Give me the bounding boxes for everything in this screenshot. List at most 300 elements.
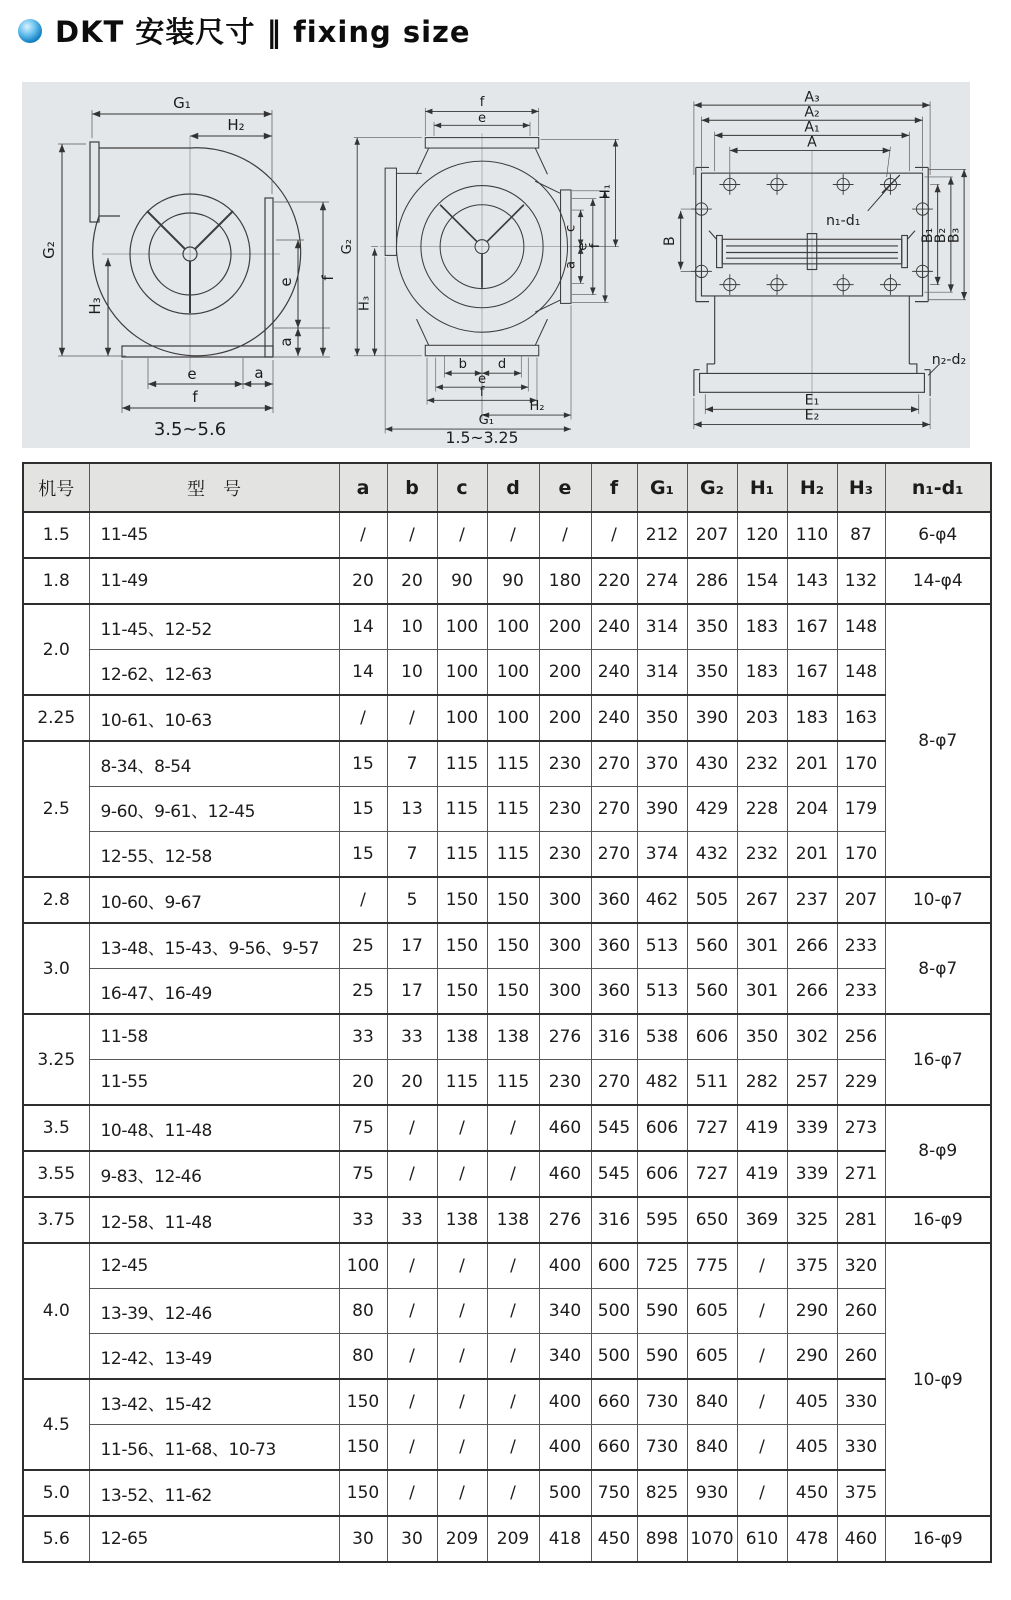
cell-value: / [437, 512, 487, 558]
cell-value: 150 [437, 969, 487, 1015]
cell-hole: 16-φ9 [885, 1197, 991, 1243]
table-row [23, 1516, 991, 1562]
cell-value: 138 [437, 1014, 487, 1060]
cell-value: 606 [687, 1014, 737, 1060]
cell-value: 115 [487, 787, 539, 832]
cell-value: 256 [837, 1014, 885, 1060]
cell-value: 120 [737, 512, 787, 558]
cell-value: 432 [687, 832, 737, 878]
column-header: c [437, 463, 487, 512]
cell-value: 229 [837, 1060, 885, 1106]
table-row [23, 1243, 991, 1289]
cell-value: / [387, 1334, 437, 1380]
cell-value: 100 [437, 650, 487, 696]
cell-value: 545 [591, 1105, 637, 1151]
column-header: a [339, 463, 387, 512]
cell-value: 90 [437, 558, 487, 604]
cell-value: 375 [787, 1243, 837, 1289]
cell-value: / [387, 1243, 437, 1289]
cell-model: 11-45 [89, 512, 339, 558]
cell-value: 400 [539, 1379, 591, 1425]
dim-label: B₁ [919, 227, 936, 244]
cell-value: 590 [637, 1334, 687, 1380]
cell-value: 13 [387, 787, 437, 832]
cell-value: 273 [837, 1105, 885, 1151]
cell-size: 3.25 [23, 1014, 89, 1105]
cell-value: 15 [339, 787, 387, 832]
table-row [23, 1379, 991, 1425]
column-header: d [487, 463, 539, 512]
cell-value: 316 [591, 1197, 637, 1243]
cell-value: / [539, 512, 591, 558]
cell-model: 10-61、10-63 [89, 695, 339, 741]
cell-value: 14 [339, 604, 387, 650]
cell-value: / [737, 1470, 787, 1516]
cell-value: 610 [737, 1516, 787, 1562]
cell-value: 80 [339, 1334, 387, 1380]
cell-value: 340 [539, 1334, 591, 1380]
cell-value: 75 [339, 1151, 387, 1197]
cell-value: 170 [837, 741, 885, 787]
cell-value: 271 [837, 1151, 885, 1197]
dim-label: f [479, 384, 485, 400]
cell-value: 350 [737, 1014, 787, 1060]
table-row [23, 969, 991, 1015]
column-header: H₃ [837, 463, 885, 512]
cell-value: 330 [837, 1379, 885, 1425]
cell-value: 545 [591, 1151, 637, 1197]
cell-value: 316 [591, 1014, 637, 1060]
cell-model: 13-52、11-62 [89, 1470, 339, 1516]
cell-value: 290 [787, 1334, 837, 1380]
table-row [23, 832, 991, 878]
cell-value: 369 [737, 1197, 787, 1243]
cell-model: 12-62、12-63 [89, 650, 339, 696]
cell-model: 12-55、12-58 [89, 832, 339, 878]
dim-label: A₁ [804, 119, 820, 136]
cell-value: 260 [837, 1334, 885, 1380]
cell-value: / [339, 877, 387, 923]
cell-size: 3.75 [23, 1197, 89, 1243]
dim-label: f [319, 275, 337, 281]
cell-value: / [437, 1425, 487, 1471]
cell-value: 237 [787, 877, 837, 923]
cell-value: 840 [687, 1425, 737, 1471]
cell-value: 390 [687, 695, 737, 741]
dim-label: E₂ [804, 407, 820, 424]
cell-value: 240 [591, 695, 637, 741]
cell-value: 390 [637, 787, 687, 832]
cell-value: 405 [787, 1379, 837, 1425]
cell-model: 12-58、11-48 [89, 1197, 339, 1243]
dim-label: G₁ [173, 94, 191, 112]
cell-value: 115 [487, 741, 539, 787]
cell-hole: 16-φ9 [885, 1516, 991, 1562]
cell-value: 320 [837, 1243, 885, 1289]
header-row [23, 463, 991, 512]
cell-value: 150 [487, 923, 539, 969]
dimension-table [22, 462, 992, 1563]
cell-value: 25 [339, 923, 387, 969]
cell-value: / [737, 1289, 787, 1334]
table-row [23, 1014, 991, 1060]
cell-value: 150 [339, 1470, 387, 1516]
cell-value: / [487, 1425, 539, 1471]
cell-value: 143 [787, 558, 837, 604]
column-header: 机号 [23, 463, 89, 512]
dim-label: e [277, 277, 295, 287]
cell-value: / [437, 1334, 487, 1380]
cell-value: 274 [637, 558, 687, 604]
dim-label: B₃ [946, 227, 963, 244]
table-row [23, 650, 991, 696]
cell-model: 9-60、9-61、12-45 [89, 787, 339, 832]
cell-value: 500 [591, 1289, 637, 1334]
cell-value: 725 [637, 1243, 687, 1289]
cell-value: 270 [591, 787, 637, 832]
cell-value: 450 [591, 1516, 637, 1562]
cell-size: 3.5 [23, 1105, 89, 1151]
drawing-fan-side-view [40, 90, 340, 440]
cell-value: 281 [837, 1197, 885, 1243]
cell-value: 148 [837, 650, 885, 696]
table-row [23, 1060, 991, 1106]
table-row [23, 1334, 991, 1380]
cell-value: 80 [339, 1289, 387, 1334]
table-row [23, 1151, 991, 1197]
cell-value: / [487, 1379, 539, 1425]
cell-value: / [387, 695, 437, 741]
cell-size: 2.5 [23, 741, 89, 877]
cell-value: 100 [339, 1243, 387, 1289]
cell-value: 560 [687, 969, 737, 1015]
cell-value: 33 [387, 1014, 437, 1060]
cell-value: 150 [339, 1425, 387, 1471]
cell-value: 115 [437, 787, 487, 832]
cell-model: 13-48、15-43、9-56、9-57 [89, 923, 339, 969]
dim-label: H₁ [598, 184, 614, 200]
cell-value: 230 [539, 741, 591, 787]
cell-value: 230 [539, 832, 591, 878]
cell-value: 360 [591, 877, 637, 923]
cell-value: 179 [837, 787, 885, 832]
cell-value: 33 [387, 1197, 437, 1243]
column-header: H₂ [787, 463, 837, 512]
cell-value: 650 [687, 1197, 737, 1243]
cell-value: 730 [637, 1425, 687, 1471]
cell-value: 350 [637, 695, 687, 741]
cell-hole: 16-φ7 [885, 1014, 991, 1105]
cell-value: 482 [637, 1060, 687, 1106]
cell-value: 560 [687, 923, 737, 969]
cell-size: 2.8 [23, 877, 89, 923]
cell-value: 201 [787, 741, 837, 787]
cell-value: 462 [637, 877, 687, 923]
cell-value: 500 [591, 1334, 637, 1380]
cell-value: 775 [687, 1243, 737, 1289]
table-row [23, 512, 991, 558]
cell-value: 180 [539, 558, 591, 604]
dim-label: d [497, 356, 507, 372]
cell-value: 110 [787, 512, 837, 558]
table-row [23, 877, 991, 923]
cell-value: 460 [837, 1516, 885, 1562]
cell-model: 11-56、11-68、10-73 [89, 1425, 339, 1471]
cell-value: 115 [437, 832, 487, 878]
cell-value: 660 [591, 1425, 637, 1471]
cell-value: 17 [387, 969, 437, 1015]
cell-value: 430 [687, 741, 737, 787]
cell-value: 302 [787, 1014, 837, 1060]
cell-value: 209 [487, 1516, 539, 1562]
cell-value: 200 [539, 650, 591, 696]
cell-value: 183 [737, 650, 787, 696]
cell-value: 538 [637, 1014, 687, 1060]
cell-model: 10-60、9-67 [89, 877, 339, 923]
cell-value: 1070 [687, 1516, 737, 1562]
cell-model: 11-58 [89, 1014, 339, 1060]
cell-value: 314 [637, 650, 687, 696]
cell-value: 350 [687, 650, 737, 696]
cell-hole: 6-φ4 [885, 512, 991, 558]
cell-value: / [387, 512, 437, 558]
cell-value: / [737, 1379, 787, 1425]
cell-value: 270 [591, 832, 637, 878]
table-row [23, 1289, 991, 1334]
cell-size: 1.8 [23, 558, 89, 604]
cell-size: 2.0 [23, 604, 89, 695]
cell-value: 138 [437, 1197, 487, 1243]
cell-value: 33 [339, 1197, 387, 1243]
dim-label: c [563, 224, 579, 232]
cell-value: / [737, 1243, 787, 1289]
cell-value: 150 [487, 877, 539, 923]
cell-value: 115 [437, 1060, 487, 1106]
table-row [23, 695, 991, 741]
cell-value: 7 [387, 741, 437, 787]
cell-value: 276 [539, 1014, 591, 1060]
cell-model: 10-48、11-48 [89, 1105, 339, 1151]
cell-value: 20 [387, 558, 437, 604]
cell-value: 204 [787, 787, 837, 832]
dim-label: n₂-d₂ [931, 351, 967, 368]
cell-value: 100 [437, 604, 487, 650]
cell-value: / [437, 1470, 487, 1516]
cell-model: 16-47、16-49 [89, 969, 339, 1015]
cell-value: 20 [339, 1060, 387, 1106]
dim-label: B [662, 236, 679, 247]
cell-value: 154 [737, 558, 787, 604]
cell-value: 207 [687, 512, 737, 558]
cell-value: 100 [487, 650, 539, 696]
cell-value: 148 [837, 604, 885, 650]
cell-value: 90 [487, 558, 539, 604]
cell-value: 419 [737, 1105, 787, 1151]
cell-model: 13-39、12-46 [89, 1289, 339, 1334]
cell-value: 150 [437, 923, 487, 969]
cell-value: 340 [539, 1289, 591, 1334]
cell-value: 270 [591, 1060, 637, 1106]
cell-model: 9-83、12-46 [89, 1151, 339, 1197]
cell-value: 270 [591, 741, 637, 787]
dim-label: A₃ [804, 90, 820, 106]
cell-size: 3.55 [23, 1151, 89, 1197]
cell-value: 930 [687, 1470, 737, 1516]
table-row [23, 787, 991, 832]
dim-label: e [477, 371, 487, 387]
cell-value: 825 [637, 1470, 687, 1516]
cell-value: 400 [539, 1243, 591, 1289]
cell-value: / [487, 1289, 539, 1334]
page-title: DKT 安装尺寸 ‖ fixing size [55, 15, 471, 49]
drawing-caption: 3.5~5.6 [153, 419, 227, 440]
column-header: n₁-d₁ [885, 463, 991, 512]
cell-hole: 10-φ9 [885, 1243, 991, 1516]
cell-value: 605 [687, 1289, 737, 1334]
dim-label: G₁ [478, 412, 495, 428]
cell-value: 167 [787, 604, 837, 650]
cell-value: 505 [687, 877, 737, 923]
cell-value: 339 [787, 1105, 837, 1151]
cell-value: 605 [687, 1334, 737, 1380]
drawing-fan-front-view [338, 85, 626, 445]
drawing-mounting-frame [656, 90, 968, 432]
dim-label: a [277, 337, 295, 347]
cell-value: / [437, 1105, 487, 1151]
cell-value: / [387, 1105, 437, 1151]
cell-value: 898 [637, 1516, 687, 1562]
table-row [23, 1197, 991, 1243]
cell-value: 300 [539, 969, 591, 1015]
column-header: e [539, 463, 591, 512]
table-body [23, 512, 991, 1562]
cell-value: / [487, 1151, 539, 1197]
cell-value: 400 [539, 1425, 591, 1471]
cell-value: 240 [591, 604, 637, 650]
cell-value: 374 [637, 832, 687, 878]
cell-value: 201 [787, 832, 837, 878]
cell-model: 13-42、15-42 [89, 1379, 339, 1425]
cell-value: / [339, 512, 387, 558]
cell-value: 25 [339, 969, 387, 1015]
cell-model: 11-45、12-52 [89, 604, 339, 650]
cell-value: 460 [539, 1151, 591, 1197]
cell-size: 5.6 [23, 1516, 89, 1562]
cell-value: 286 [687, 558, 737, 604]
cell-value: / [437, 1289, 487, 1334]
cell-value: 170 [837, 832, 885, 878]
cell-value: 7 [387, 832, 437, 878]
column-header: 型 号 [89, 463, 339, 512]
bullet-icon [18, 19, 42, 43]
cell-value: 300 [539, 877, 591, 923]
cell-value: 220 [591, 558, 637, 604]
column-header: f [591, 463, 637, 512]
cell-value: / [591, 512, 637, 558]
cell-size: 4.0 [23, 1243, 89, 1379]
cell-value: 325 [787, 1197, 837, 1243]
cell-value: 266 [787, 969, 837, 1015]
cell-value: 266 [787, 923, 837, 969]
cell-value: 230 [539, 1060, 591, 1106]
dim-label: A [807, 134, 817, 151]
dim-label: e [477, 110, 487, 126]
dim-label: E₁ [804, 392, 820, 409]
dim-label: n₁-d₁ [825, 213, 861, 230]
cell-value: / [387, 1289, 437, 1334]
cell-value: / [737, 1334, 787, 1380]
table-row [23, 741, 991, 787]
cell-value: 167 [787, 650, 837, 696]
dim-label: H₃ [357, 295, 373, 311]
table-row [23, 1425, 991, 1471]
cell-value: 183 [737, 604, 787, 650]
cell-value: 478 [787, 1516, 837, 1562]
cell-value: 87 [837, 512, 885, 558]
cell-value: 15 [339, 741, 387, 787]
cell-value: 115 [487, 1060, 539, 1106]
cell-value: 750 [591, 1470, 637, 1516]
dim-label: e [187, 365, 197, 383]
dim-label: H₂ [529, 398, 545, 414]
cell-value: 360 [591, 969, 637, 1015]
cell-value: 730 [637, 1379, 687, 1425]
dim-label: a [563, 260, 579, 270]
cell-value: 33 [339, 1014, 387, 1060]
cell-value: 606 [637, 1151, 687, 1197]
cell-value: 200 [539, 695, 591, 741]
dim-label: A₂ [804, 104, 820, 121]
cell-value: 727 [687, 1105, 737, 1151]
cell-size: 2.25 [23, 695, 89, 741]
cell-value: 290 [787, 1289, 837, 1334]
cell-value: 75 [339, 1105, 387, 1151]
table-row [23, 923, 991, 969]
cell-value: 595 [637, 1197, 687, 1243]
table-row [23, 1105, 991, 1151]
dim-label: e [575, 242, 591, 251]
cell-value: / [487, 1105, 539, 1151]
cell-value: 30 [339, 1516, 387, 1562]
dim-label: f [587, 243, 603, 249]
cell-value: 150 [339, 1379, 387, 1425]
dim-label: B₂ [933, 227, 950, 244]
dim-label: a [254, 364, 264, 382]
cell-value: 200 [539, 604, 591, 650]
cell-value: 606 [637, 1105, 687, 1151]
cell-model: 11-55 [89, 1060, 339, 1106]
dim-label: f [479, 95, 485, 111]
table-row [23, 1470, 991, 1516]
cell-value: 660 [591, 1379, 637, 1425]
cell-value: / [387, 1425, 437, 1471]
cell-hole: 8-φ7 [885, 604, 991, 877]
cell-value: 138 [487, 1014, 539, 1060]
cell-hole: 14-φ4 [885, 558, 991, 604]
cell-value: 150 [487, 969, 539, 1015]
cell-value: 115 [487, 832, 539, 878]
cell-value: 405 [787, 1425, 837, 1471]
dim-label: f [192, 388, 198, 406]
cell-value: 267 [737, 877, 787, 923]
dim-label: b [458, 356, 467, 372]
cell-value: 233 [837, 969, 885, 1015]
cell-value: 600 [591, 1243, 637, 1289]
cell-value: 257 [787, 1060, 837, 1106]
cell-model: 12-65 [89, 1516, 339, 1562]
cell-model: 8-34、8-54 [89, 741, 339, 787]
cell-value: 513 [637, 969, 687, 1015]
